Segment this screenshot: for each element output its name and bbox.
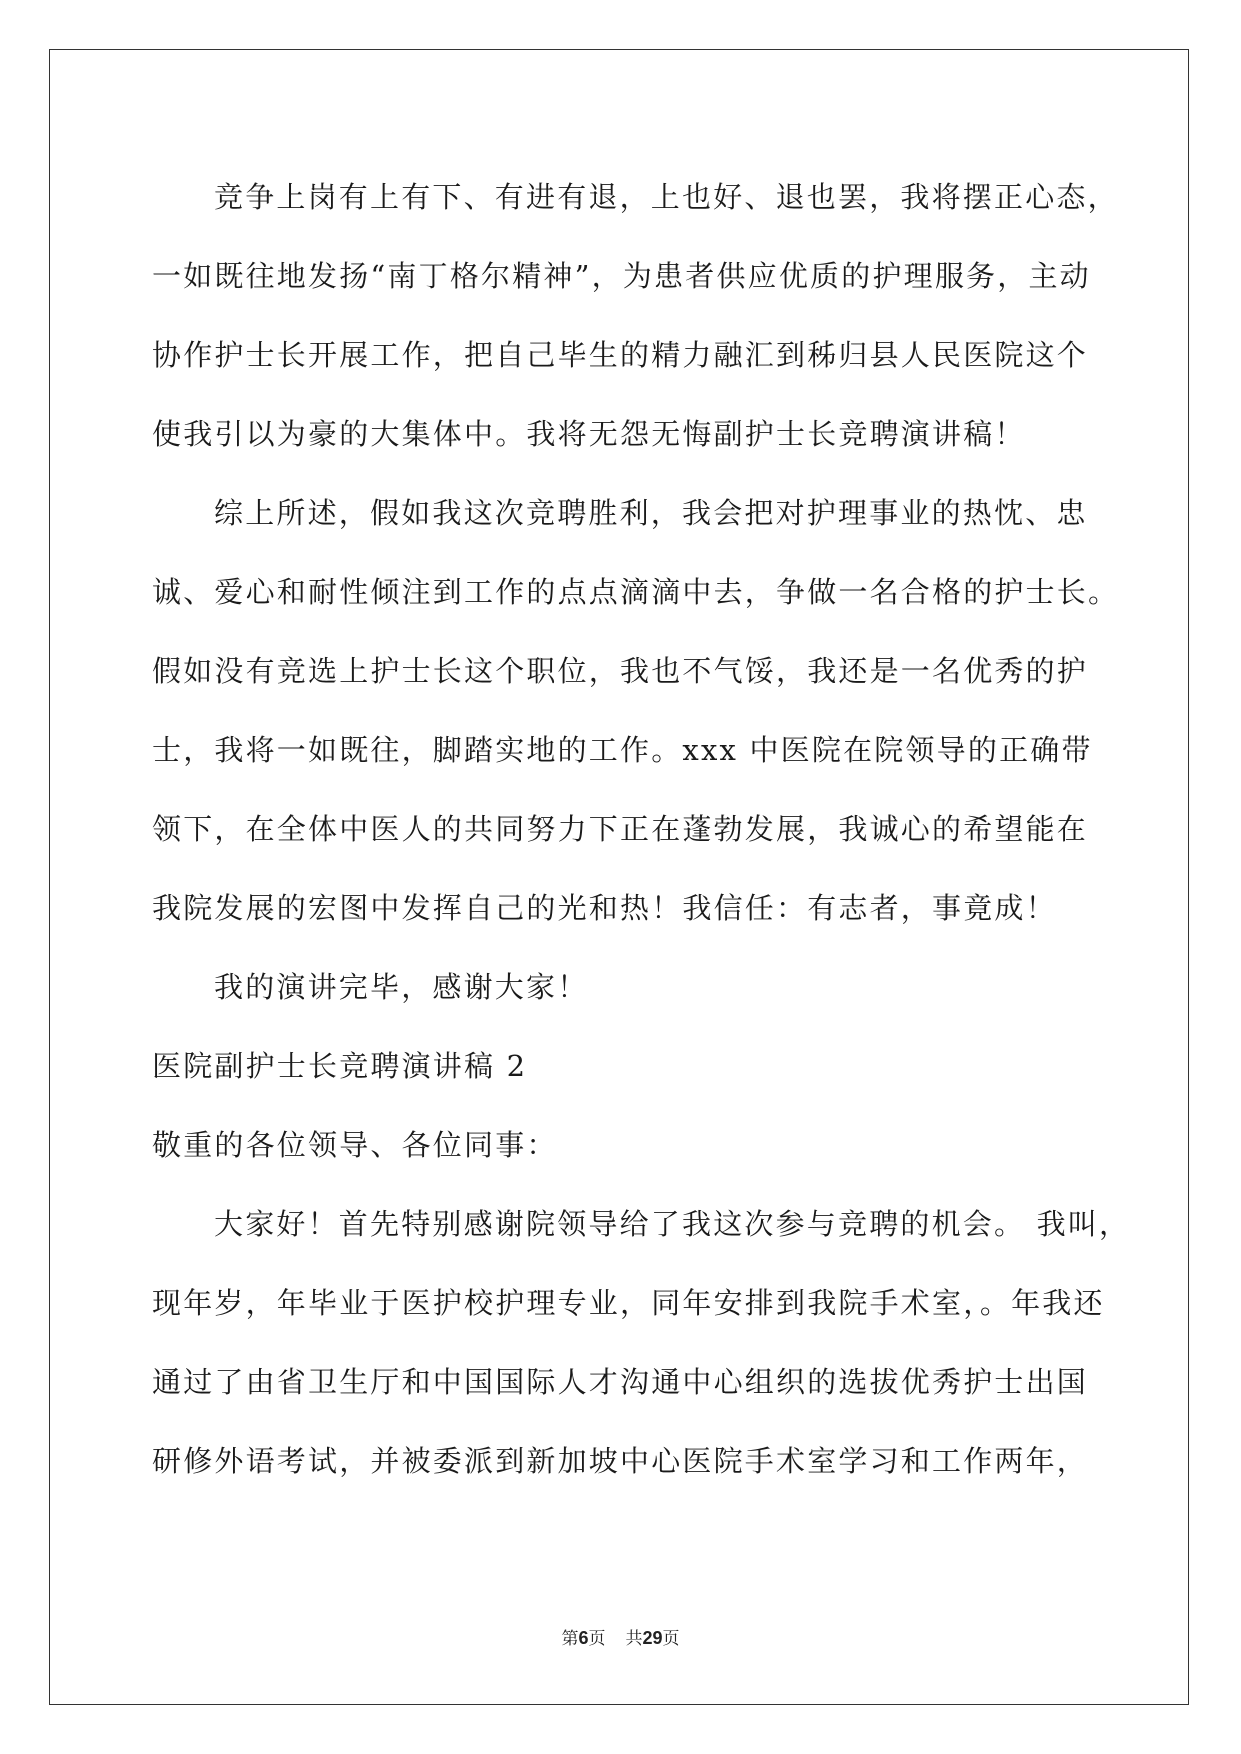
text-line: 使我引以为豪的大集体中。我将无怨无悔副护士长竞聘演讲稿！ bbox=[152, 417, 1026, 451]
text-line: 协作护士长开展工作，把自己毕生的精力融汇到秭归县人民医院这个 bbox=[152, 338, 1089, 372]
page-prefix: 第 bbox=[561, 1629, 579, 1649]
text-line: 假如没有竞选上护士长这个职位，我也不气馁，我还是一名优秀的护 bbox=[152, 654, 1089, 688]
text-line: 我院发展的宏图中发挥自己的光和热！我信任：有志者，事竟成！ bbox=[152, 891, 1057, 925]
text-line: 综上所述，假如我这次竞聘胜利，我会把对护理事业的热忱、忠 bbox=[214, 496, 1088, 530]
text-line: 大家好！首先特别感谢院领导给了我这次参与竞聘的机会。 我叫， bbox=[214, 1207, 1131, 1241]
text-line: 现年岁，年毕业于医护校护理专业，同年安排到我院手术室，。年我还 bbox=[152, 1286, 1105, 1320]
text-line: 一如既往地发扬“南丁格尔精神”，为患者供应优质的护理服务，主动 bbox=[152, 259, 1091, 293]
section-heading: 医院副护士长竞聘演讲稿 2 bbox=[152, 1049, 528, 1083]
text-line: 通过了由省卫生厅和中国国际人才沟通中心组织的选拔优秀护士出国 bbox=[152, 1365, 1089, 1399]
text-line: 研修外语考试，并被委派到新加坡中心医院手术室学习和工作两年， bbox=[152, 1444, 1089, 1478]
document-body bbox=[152, 158, 1131, 1501]
text-line: 竞争上岗有上有下、有进有退，上也好、退也罢，我将摆正心态， bbox=[214, 180, 1119, 214]
total-pages: 29 bbox=[642, 1628, 663, 1648]
page-number: 6 bbox=[578, 1628, 589, 1648]
text-line: 诚、爱心和耐性倾注到工作的点点滴滴中去，争做一名合格的护士长。 bbox=[152, 575, 1120, 609]
page-footer bbox=[0, 1624, 1241, 1649]
text-line: 士，我将一如既往，脚踏实地的工作。xxx 中医院在院领导的正确带 bbox=[152, 733, 1093, 767]
text-line: 领下，在全体中医人的共同努力下正在蓬勃发展，我诚心的希望能在 bbox=[152, 812, 1089, 846]
total-prefix: 共 bbox=[625, 1629, 643, 1649]
text-line: 我的演讲完毕，感谢大家！ bbox=[214, 970, 589, 1004]
total-suffix: 页 bbox=[662, 1629, 680, 1649]
salutation: 敬重的各位领导、各位同事： bbox=[152, 1128, 558, 1162]
page-suffix: 页 bbox=[588, 1629, 606, 1649]
